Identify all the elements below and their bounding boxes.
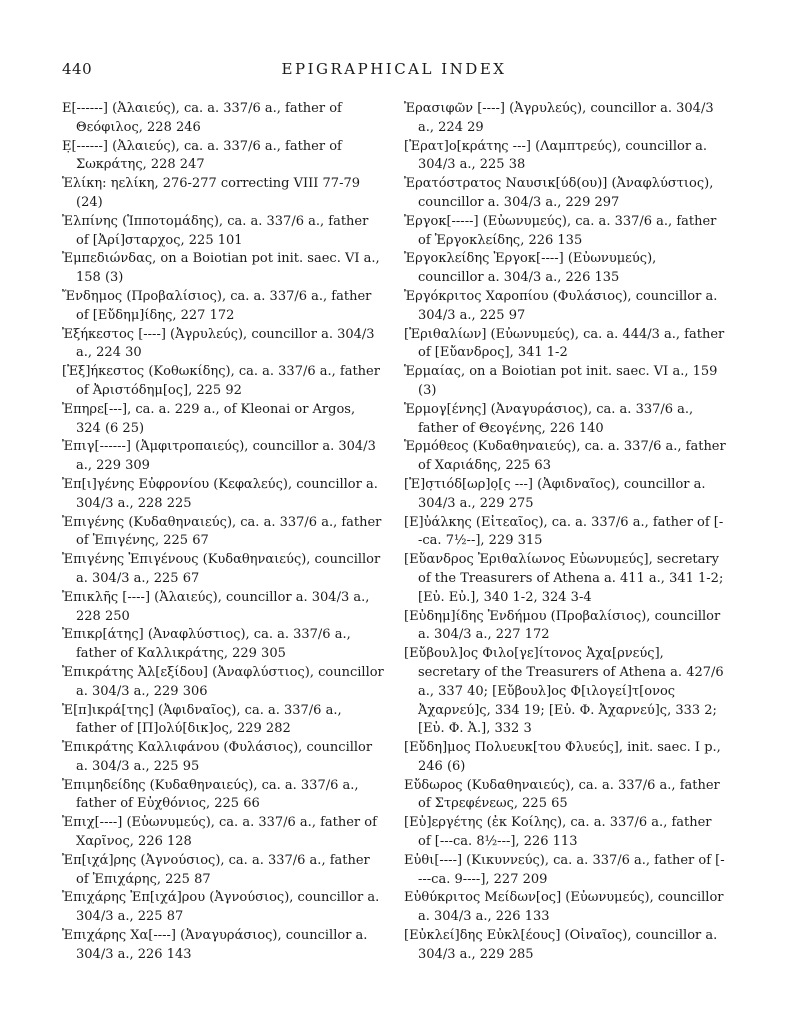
- index-entry: Ἐπικλῆς [----] (Ἀλαιεύς), councillor a. 304/3 a., 228 250: [62, 589, 370, 624]
- index-entry: [Εὔανδρος Ἐριθαλίωνος Εὐωνυμεύς], secretary of the Treasurers of Athena a. 411 a., 341 1-2; [Εὐ. Εὐ.], 340 1-2, 324 3-4: [404, 552, 724, 605]
- index-entry: Εὐθι[----] (Κικυννεύς), ca. a. 337/6 a., father of [----ca. 9----], 227 209: [404, 852, 725, 887]
- index-entry: Ἐπηρε[---], ca. a. 229 a., of Kleonai or Argos, 324 (6 25): [62, 401, 356, 436]
- index-entry: Ἐργόκριτος Χαροπίου (Φυλάσιος), councillor a. 304/3 a., 225 97: [404, 288, 718, 323]
- index-entry: Ἐπιμηδείδης (Κυδαθηναιεύς), ca. a. 337/6 a., father of Εὐχθόνιος, 225 66: [62, 777, 359, 812]
- index-entry: Ἐπιχάρης Ἐπ[ιχά]ρου (Ἀγνούσιος), councillor a. 304/3 a., 225 87: [62, 890, 380, 925]
- index-entry: Ἐργοκ[-----] (Εὐωνυμεύς), ca. a. 337/6 a., father of Ἐργοκλείδης, 226 135: [404, 213, 717, 248]
- running-title: EPIGRAPHICAL INDEX: [281, 60, 507, 78]
- index-entry: [Εὐδημ]ίδης Ἐνδήμου (Προβαλίσιος), councillor a. 304/3 a., 227 172: [404, 608, 721, 643]
- index-entry: Ἐπικράτης Ἀλ[εξίδου] (Ἀναφλύστιος), councillor a. 304/3 a., 229 306: [62, 664, 384, 699]
- index-entry: [Ε]ὐάλκης (Εἰτεαῖος), ca. a. 337/6 a., father of [--ca. 7½--], 229 315: [404, 514, 724, 549]
- index-entry: Εὐθύκριτος Μείδων[ος] (Εὐωνυμεύς), councillor a. 304/3 a., 226 133: [404, 890, 724, 925]
- index-entry: Ἐπιχάρης Χα[----] (Ἀναγυράσιος), councillor a. 304/3 a., 226 143: [62, 928, 368, 962]
- index-entry: Ἑρμαίας, on a Boiotian pot init. saec. VI a., 159 (3): [404, 364, 718, 398]
- index-entry: [Ἐριθαλίων] (Εὐωνυμεύς), ca. a. 444/3 a., father of [Εὔανδρος], 341 1-2: [404, 326, 725, 361]
- index-entry: Ἐπικράτης Καλλιφάνου (Φυλάσιος), councillor a. 304/3 a., 225 95: [62, 740, 373, 774]
- index-entry: Ἐρασιφῶν [----] (Ἀγρυλεύς), councillor a. 304/3 a., 224 29: [404, 101, 714, 135]
- index-entry: Ἐπικρ[άτης] (Ἀναφλύστιος), ca. a. 337/6 a., father of Καλλικράτης, 229 305: [62, 627, 351, 662]
- index-entry: Ἑρμόθεος (Κυδαθηναιεύς), ca. a. 337/6 a., father of Χαριάδης, 225 63: [404, 439, 726, 474]
- index-entry: Ἐρατόστρατος Ναυσικ[ύδ(ου)] (Ἀναφλύστιος), councillor a. 304/3 a., 229 297: [404, 176, 714, 210]
- right-column: [404, 100, 726, 965]
- index-entry: Ἐπιγ[------] (Ἀμφιτροπαιεύς), councillor a. 304/3 a., 229 309: [62, 439, 376, 474]
- index-entry: Ἐξήκεστος [----] (Ἀγρυλεύς), councillor a. 304/3 a., 224 30: [62, 326, 375, 361]
- index-entry: Ἐπ[ιχά]ρης (Ἀγνούσιος), ca. a. 337/6 a., father of Ἐπιχάρης, 225 87: [62, 852, 370, 887]
- index-entry: [Εὔδη]μος Πολυευκ[του Φλυεύς], init. saec. I p., 246 (6): [404, 740, 721, 774]
- index-entry: Ἐλπίνης (Ἱπποτομάδης), ca. a. 337/6 a., father of [Ἀρί]σταρχος, 225 101: [62, 213, 369, 248]
- index-entry: Ἐπιχ[----] (Εὐωνυμεύς), ca. a. 337/6 a., father of Χαρῖνος, 226 128: [62, 815, 377, 850]
- index-entry: Ἐργοκλείδης Ἐργοκ[----] (Εὐωνυμεύς), councillor a. 304/3 a., 226 135: [404, 251, 657, 286]
- index-entry: Ἐπιγένης Ἐπιγένους (Κυδαθηναιεύς), councillor a. 304/3 a., 225 67: [62, 552, 381, 586]
- index-entry: Ἐπ[ι]γένης Εὐφρονίου (Κεφαλεύς), councillor a. 304/3 a., 228 225: [62, 476, 378, 511]
- page-number: 440: [62, 60, 93, 78]
- index-entry: Εὔδωρος (Κυδαθηναιεύς), ca. a. 337/6 a., father of Στρεφένεως, 225 65: [404, 777, 720, 812]
- index-entry: Ἐ[π]ικρά[της] (Ἀφιδναῖος), ca. a. 337/6 a., father of [Π]ολύ[δικ]ος, 229 282: [62, 702, 342, 737]
- index-entry: [Ἐ]σ̣τιόδ[ωρ]ο̣[ς ---] (Ἀφιδναῖος), councillor a. 304/3 a., 229 275: [404, 476, 706, 511]
- index-entry: Ἑλίκη: ηελίκη, 276-277 correcting VIII 77-79 (24): [62, 176, 361, 210]
- index-entry: [Ἐξ]ήκεστος (Κοθωκίδης), ca. a. 337/6 a., father of Ἀριστόδημ[ος], 225 92: [62, 364, 380, 398]
- index-entry: [Ἐρατ]ο[κράτης ---] (Λαμπτρεύς), councillor a. 304/3 a., 225 38: [404, 138, 708, 173]
- index-entry: [Εὐκλεί]δης Εὐκλ[έους] (Οἰναῖος), councillor a. 304/3 a., 229 285: [404, 928, 718, 962]
- index-entry: [Εὐ]εργέτης (ἐκ Κοίλης), ca. a. 337/6 a., father of [---ca. 8½---], 226 113: [404, 815, 712, 850]
- left-column: [62, 100, 384, 965]
- index-entry: Ε[------] (Ἀλαιεύς), ca. a. 337/6 a., father of Θεόφιλος, 228 246: [62, 101, 342, 135]
- index-entry: Ἐπιγένης (Κυδαθηναιεύς), ca. a. 337/6 a., father of Ἐπιγένης, 225 67: [62, 514, 382, 549]
- index-entry: Ἑρμογ[ένης] (Ἀναγυράσιος), ca. a. 337/6 a., father of Θεογένης, 226 140: [404, 401, 694, 436]
- index-entry: Ε̣[------] (Ἀλαιεύς), ca. a. 337/6 a., father of Σωκράτης, 228 247: [62, 138, 342, 173]
- index-entry: [Εὔβουλ]ος Φιλο[γε]ίτονος Ἀχα[ρνεύς], secretary of the Treasurers of Athena a. 427/6 a., 337 40; [Εὔβουλ]ος Φ[ιλογεί]τ[ονος Ἀχαρνεύ]ς, 334 19; [Εὐ. Φ. Ἀχαρνεύ]ς, 333 2; [Εὐ. Φ. Ἀ.], 332 3: [404, 646, 724, 737]
- index-entry: Ἔνδημος (Προβαλίσιος), ca. a. 337/6 a., father of [Εὔδημ]ίδης, 227 172: [62, 288, 372, 323]
- index-entry: Ἐμπεδιώνδας, on a Boiotian pot init. saec. VI a., 158 (3): [62, 251, 380, 286]
- page-header: [62, 60, 726, 84]
